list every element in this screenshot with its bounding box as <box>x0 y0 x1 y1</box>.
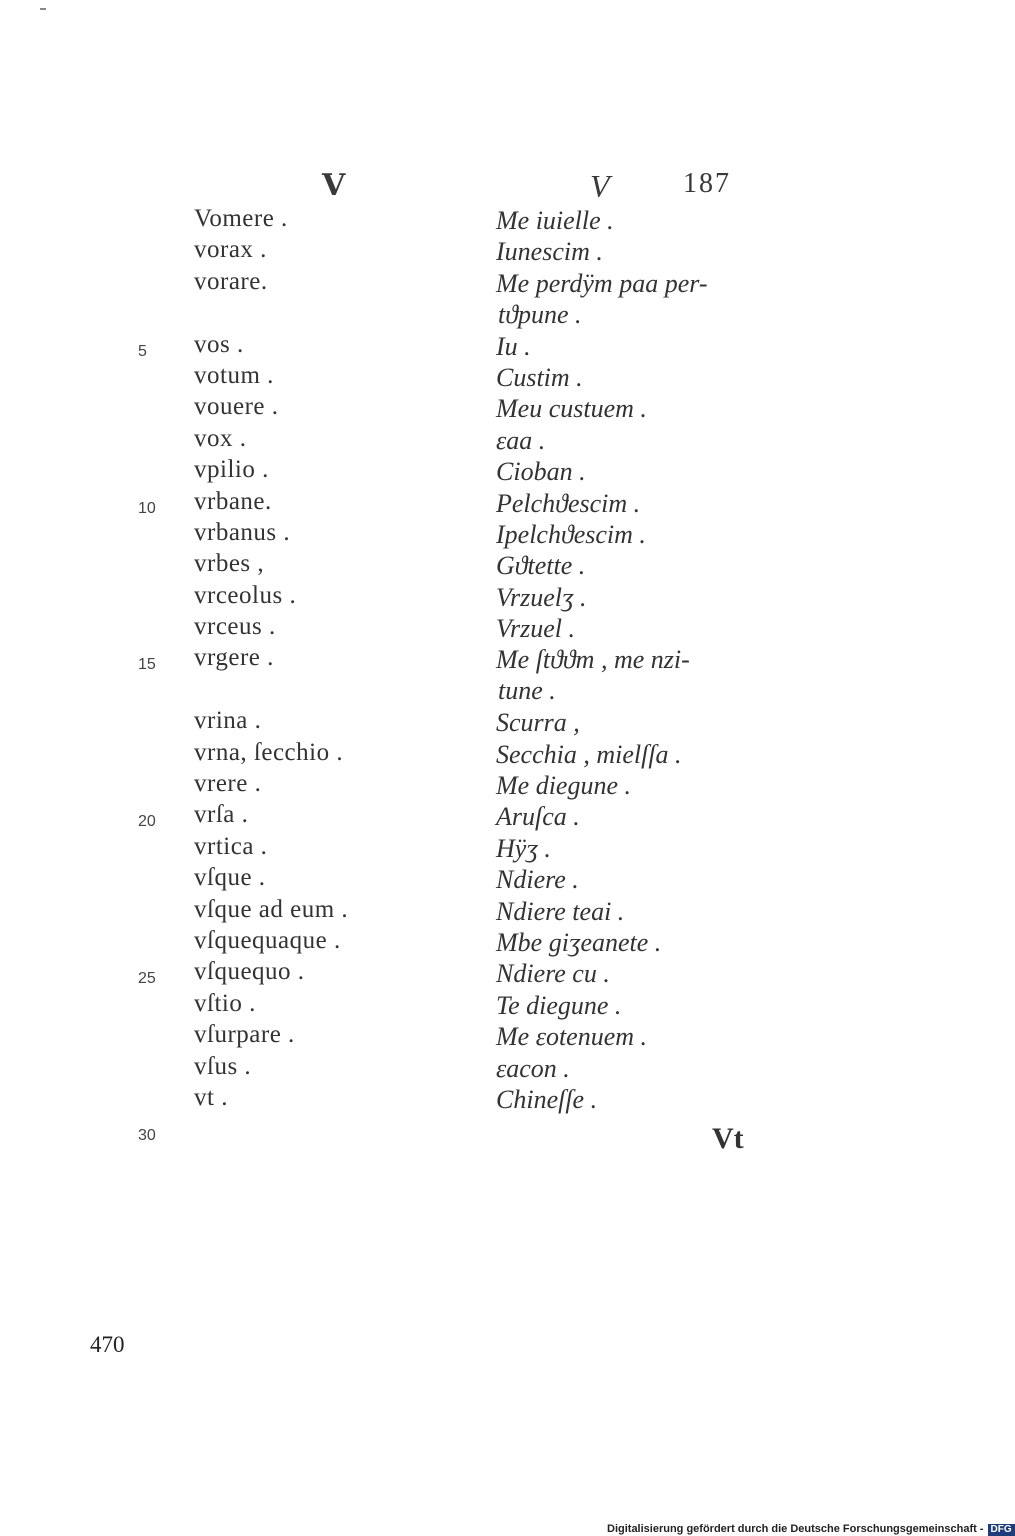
albanian-gloss <box>496 770 631 801</box>
entry-row <box>0 801 1000 832</box>
entry-row <box>0 833 1000 864</box>
entry-row <box>0 1115 1000 1146</box>
latin-term: vſtio . <box>194 989 256 1017</box>
entry-row <box>0 205 1000 236</box>
entry-row <box>0 958 1000 989</box>
entry-row <box>0 425 1000 456</box>
albanian-gloss <box>496 990 621 1021</box>
latin-term: votum . <box>194 361 274 389</box>
header-right-letter: V <box>590 168 610 204</box>
line-number: 20 <box>138 813 156 831</box>
latin-term: vrere . <box>194 770 262 798</box>
latin-term: vox . <box>194 424 247 452</box>
albanian-gloss <box>496 958 610 989</box>
latin-term: vrina . <box>194 707 262 735</box>
albanian-gloss-line: Hÿʒ . <box>496 833 551 863</box>
albanian-gloss <box>496 425 545 456</box>
line-number: 5 <box>138 342 147 360</box>
latin-term: vrceus . <box>194 613 276 641</box>
albanian-gloss-line: Ndiere cu . <box>496 959 610 989</box>
latin-term: vorax . <box>194 236 267 264</box>
albanian-gloss-line: Iunescim . <box>496 237 603 267</box>
entry-row <box>0 1053 1000 1084</box>
dfg-logo: DFG <box>988 1524 1015 1536</box>
albanian-gloss-line: Gϑtette . <box>496 551 586 581</box>
albanian-gloss <box>496 268 708 330</box>
latin-term: vrbane. <box>194 487 272 515</box>
albanian-gloss-line: Me εotenuem . <box>496 1022 648 1052</box>
albanian-gloss-line: Secchia , mielſſa . <box>496 739 682 769</box>
latin-term: vrceolus . <box>194 581 297 609</box>
latin-term: vrtica . <box>194 832 268 860</box>
latin-term: vouere . <box>194 393 279 421</box>
albanian-gloss-line: Aruſca . <box>496 802 580 832</box>
entry-row <box>0 927 1000 958</box>
entry-row <box>0 1021 1000 1052</box>
line-number: 10 <box>138 499 156 517</box>
albanian-gloss-line: Vrzuelʒ . <box>496 582 587 612</box>
glossary-entries <box>0 205 1000 1147</box>
albanian-gloss <box>496 896 624 927</box>
albanian-gloss-line: Me diegune . <box>496 771 632 801</box>
catchword: Vt <box>712 1122 744 1155</box>
entry-row <box>0 864 1000 895</box>
entry-row <box>0 770 1000 801</box>
entry-row <box>0 456 1000 487</box>
albanian-gloss-line: Custim . <box>496 362 583 392</box>
albanian-gloss <box>496 801 580 832</box>
entry-row <box>0 488 1000 519</box>
header-left-letter: V <box>322 168 346 203</box>
albanian-gloss-line: Ndiere teai . <box>496 896 625 926</box>
header-page-number: 187 <box>683 168 731 199</box>
albanian-gloss-line: Ndiere . <box>496 865 579 895</box>
latin-term: vſque ad eum . <box>194 895 349 923</box>
entry-row <box>0 707 1000 738</box>
line-number: 30 <box>138 1127 156 1145</box>
albanian-gloss-line: Me ſtϑϑm , me nzi- <box>496 645 690 675</box>
latin-term: vſque . <box>194 864 266 892</box>
entry-row <box>0 331 1000 362</box>
entry-row <box>0 519 1000 550</box>
albanian-gloss <box>496 1084 597 1115</box>
entry-row <box>0 268 1000 331</box>
albanian-gloss-line: εacon . <box>496 1053 570 1083</box>
albanian-gloss <box>496 519 646 550</box>
latin-term: vorare. <box>194 267 268 295</box>
albanian-gloss-continuation: tune . <box>498 676 556 706</box>
scan-speck <box>40 8 46 10</box>
latin-term: vrbes , <box>194 550 265 578</box>
funding-footer <box>607 1523 1015 1536</box>
latin-term: vpilio . <box>194 456 269 484</box>
albanian-gloss-line: Chineſſe . <box>496 1084 598 1114</box>
albanian-gloss-line: εaa . <box>496 425 546 455</box>
entry-row <box>0 362 1000 393</box>
entry-row <box>0 550 1000 581</box>
albanian-gloss <box>496 1053 570 1084</box>
line-number: 15 <box>138 656 156 674</box>
albanian-gloss-line: Meu custuem . <box>496 394 647 424</box>
latin-term: vrna, ſecchio . <box>194 738 344 766</box>
albanian-gloss-line: Me perdÿm paa per- <box>496 268 708 298</box>
albanian-gloss-line: Scurra , <box>496 708 580 738</box>
albanian-gloss <box>496 644 690 706</box>
albanian-gloss-line: Vrzuel . <box>496 614 575 644</box>
albanian-gloss <box>496 582 587 613</box>
albanian-gloss <box>496 331 531 362</box>
albanian-gloss-line: Cioban . <box>496 457 586 487</box>
footer-text: Digitalisierung gefördert durch die Deutsche Forschungsgemeinschaft - <box>607 1523 984 1535</box>
albanian-gloss-continuation: tϑpune . <box>498 299 582 329</box>
latin-term: vſquequaque . <box>194 927 341 955</box>
albanian-gloss <box>496 362 583 393</box>
latin-term: vſquequo . <box>194 958 305 986</box>
albanian-gloss <box>496 613 575 644</box>
albanian-gloss <box>496 739 682 770</box>
entry-row <box>0 739 1000 770</box>
entry-row <box>0 613 1000 644</box>
albanian-gloss <box>496 550 585 581</box>
latin-term: vt . <box>194 1083 228 1111</box>
latin-term: vrſa . <box>194 801 249 829</box>
line-number: 25 <box>138 970 156 988</box>
albanian-gloss <box>496 1021 647 1052</box>
albanian-gloss <box>496 456 586 487</box>
albanian-gloss <box>496 833 551 864</box>
latin-term: vos . <box>194 330 244 358</box>
albanian-gloss <box>496 236 603 267</box>
albanian-gloss-line: Me iuielle . <box>496 206 614 235</box>
latin-term: vrbanus . <box>194 518 291 546</box>
albanian-gloss <box>496 927 661 958</box>
latin-term: vſurpare . <box>194 1021 295 1049</box>
entry-row <box>0 393 1000 424</box>
albanian-gloss <box>496 488 640 519</box>
latin-term: vrgere . <box>194 644 274 672</box>
albanian-gloss <box>496 205 614 236</box>
entry-row <box>0 990 1000 1021</box>
scan-page-number: 470 <box>90 1332 125 1357</box>
albanian-gloss-line: Iu . <box>496 331 531 361</box>
entry-row <box>0 644 1000 707</box>
albanian-gloss <box>496 864 579 895</box>
albanian-gloss-line: Te diegune . <box>496 990 622 1020</box>
entry-row <box>0 1084 1000 1115</box>
entry-row <box>0 896 1000 927</box>
albanian-gloss-line: Ipelchϑescim . <box>496 519 646 549</box>
latin-term: Vomere . <box>194 205 288 232</box>
latin-term: vſus . <box>194 1052 252 1080</box>
entry-row <box>0 582 1000 613</box>
albanian-gloss <box>496 707 580 738</box>
albanian-gloss-line: Pelchϑescim . <box>496 488 641 518</box>
albanian-gloss-line: Mbe giʒeanete . <box>496 928 662 958</box>
entry-row <box>0 236 1000 267</box>
albanian-gloss <box>496 393 647 424</box>
